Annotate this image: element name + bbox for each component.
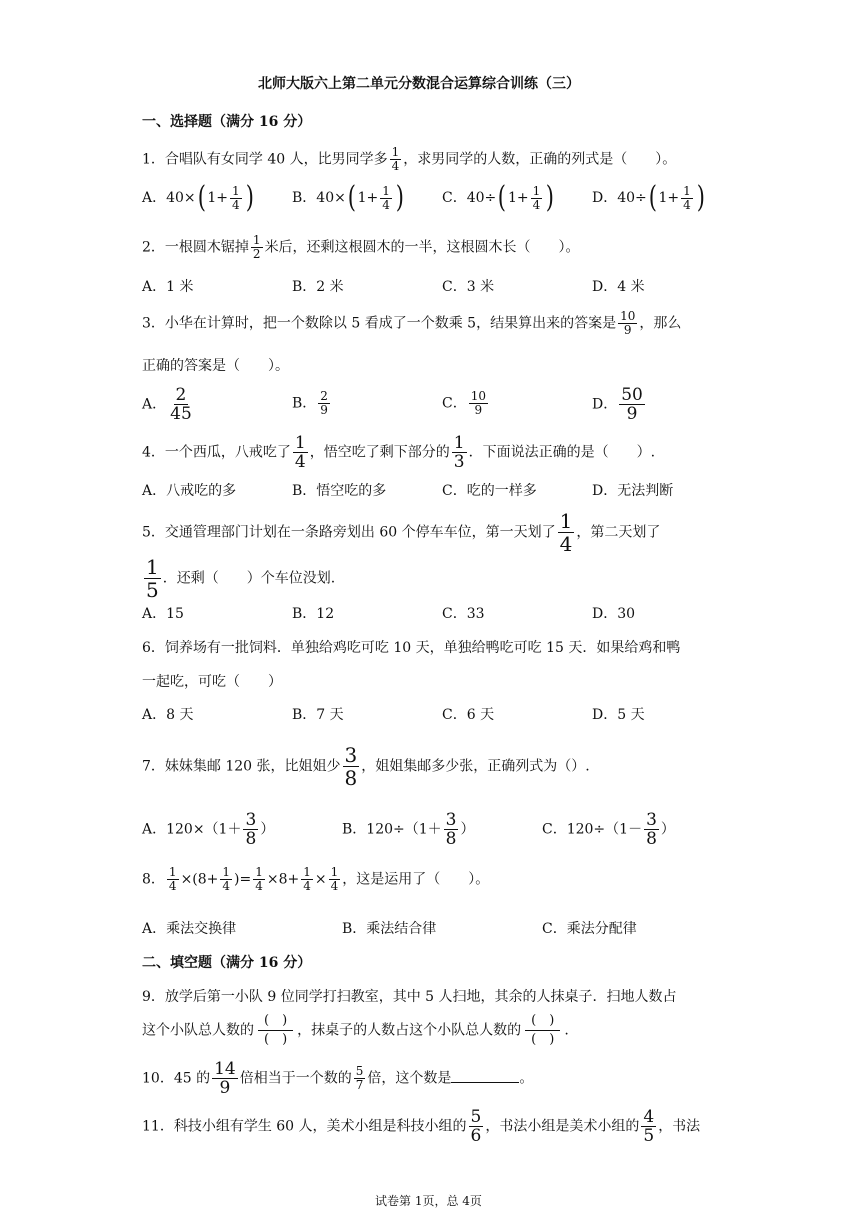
option-b[interactable]: B． $\frac{2}{9}$ bbox=[292, 389, 328, 417]
question-4: 4．一个西瓜，八戒吃了 $\frac{1}{4}$ ，悟空吃了剩下部分的 $\frac{1}{3}$ ．下面说法正确的是（ ）. bbox=[142, 433, 656, 472]
question-7: 7．妹妹集邮 120 张，比姐姐少 $\frac{3}{8}$ ，姐姐集邮多少张，正确列式为（）. bbox=[142, 743, 590, 790]
option-d[interactable]: D．5 天 bbox=[592, 707, 645, 723]
option-a[interactable]: A．8 天 bbox=[142, 707, 194, 723]
question-8: 8． $\frac{1}{4}$ ×(8+ $\frac{1}{4}$ )= $\frac{1}{4}$ ×8+ $\frac{1}{4}$ × $\frac{1}{4}$ ，这是运用了（ ）。 bbox=[142, 865, 490, 893]
question-text: 1．合唱队有女同学 40 人，比男同学多 bbox=[142, 151, 388, 168]
option-d[interactable]: D．4 米 bbox=[592, 279, 645, 295]
option-b[interactable]: B．12 bbox=[292, 606, 335, 622]
question-6: 6．饲养场有一批饲料．单独给鸡吃可吃 10 天，单独给鸭吃可吃 15 天．如果给鸡和鸭 bbox=[142, 640, 681, 656]
question-9-line2: 这个小队总人数的 $\frac{( )}{( )}$ ，抹桌子的人数占这个小队总人数的 $\frac{( )}{( )}$ . bbox=[142, 1013, 569, 1047]
question-11: 11．科技小组有学生 60 人，美术小组是科技小组的 $\frac{5}{6}$ ，书法小组是美术小组的 $\frac{4}{5}$ ，书法 bbox=[142, 1107, 701, 1146]
answer-blank[interactable]: $\frac{( )}{( )}$ bbox=[525, 1012, 560, 1049]
option-a[interactable]: A．40×( 1+ $\frac{1}{4}$ ) bbox=[142, 180, 254, 215]
option-c[interactable]: C．吃的一样多 bbox=[442, 483, 537, 499]
option-b[interactable]: B．2 米 bbox=[292, 279, 344, 295]
option-a[interactable]: A． $\frac{2}{45}$ bbox=[142, 385, 192, 424]
option-d[interactable]: D．40÷( 1+ $\frac{1}{4}$ ) bbox=[592, 180, 705, 215]
question-5: 5．交通管理部门计划在一条路旁划出 60 个停车车位，第一天划了 $\frac{1}{4}$ ，第二天划了 bbox=[142, 509, 661, 556]
question-2: 2．一根圆木锯掉 $\frac{1}{2}$ 米后，还剩这根圆木的一半，这根圆木长（ ）。 bbox=[142, 233, 580, 261]
option-a[interactable]: A．120×（1＋ $\frac{3}{8}$ ） bbox=[142, 810, 275, 849]
question-6-line2: 一起吃，可吃（ ） bbox=[142, 674, 282, 690]
question-10: 10．45 的 $\frac{14}{9}$ 倍相当于一个数的 $\frac{5}{7}$ 倍，这个数是 。 bbox=[142, 1059, 534, 1098]
option-d[interactable]: D．无法判断 bbox=[592, 483, 674, 499]
option-b[interactable]: B．7 天 bbox=[292, 707, 344, 723]
option-d[interactable]: D． $\frac{50}{9}$ bbox=[592, 385, 643, 424]
answer-blank[interactable]: $\frac{( )}{( )}$ bbox=[258, 1012, 293, 1049]
question-text: ，求男同学的人数，正确的列式是（ ）。 bbox=[403, 151, 677, 168]
option-c[interactable]: C．3 米 bbox=[442, 279, 495, 295]
option-b[interactable]: B．40×( 1+ $\frac{1}{4}$ ) bbox=[292, 180, 404, 215]
option-a[interactable]: A．乘法交换律 bbox=[142, 921, 237, 937]
option-b[interactable]: B．乘法结合律 bbox=[342, 921, 437, 937]
fraction: $\frac{1}{4}$ bbox=[391, 145, 400, 173]
option-b[interactable]: B．悟空吃的多 bbox=[292, 483, 387, 499]
option-c[interactable]: C．33 bbox=[442, 606, 485, 622]
page-footer: 试卷第 1页，总 4页 bbox=[375, 1194, 482, 1208]
option-c[interactable]: C． $\frac{10}{9}$ bbox=[442, 389, 486, 417]
question-3: 3．小华在计算时，把一个数除以 5 看成了一个数乘 5，结果算出来的答案是 $\frac{10}{9}$ ，那么 bbox=[142, 309, 682, 337]
option-b[interactable]: B．120÷（1＋ $\frac{3}{8}$ ） bbox=[342, 810, 475, 849]
section-heading-fill: 二、填空题（满分 16 分） bbox=[142, 955, 312, 971]
option-c[interactable]: C．120÷（1－ $\frac{3}{8}$ ） bbox=[542, 810, 675, 849]
option-d[interactable]: D．30 bbox=[592, 606, 636, 622]
page-title: 北师大版六上第二单元分数混合运算综合训练（三） bbox=[258, 76, 580, 92]
question-9: 9．放学后第一小队 9 位同学打扫教室，其中 5 人扫地，其余的人抹桌子．扫地人数占 bbox=[142, 989, 677, 1005]
option-c[interactable]: C．乘法分配律 bbox=[542, 921, 637, 937]
answer-blank[interactable] bbox=[451, 1070, 519, 1083]
option-a[interactable]: A．1 米 bbox=[142, 279, 194, 295]
section-heading-choice: 一、选择题（满分 16 分） bbox=[142, 114, 312, 130]
option-c[interactable]: C．6 天 bbox=[442, 707, 495, 723]
option-a[interactable]: A．15 bbox=[142, 606, 184, 622]
question-5-line2: $\frac{1}{5}$ ．还剩（ ）个车位没划. bbox=[146, 555, 336, 602]
option-c[interactable]: C．40÷( 1+ $\frac{1}{4}$ ) bbox=[442, 180, 555, 215]
question-1 bbox=[142, 146, 676, 173]
option-a[interactable]: A．八戒吃的多 bbox=[142, 483, 237, 499]
question-3-line2: 正确的答案是（ ）。 bbox=[142, 358, 289, 374]
